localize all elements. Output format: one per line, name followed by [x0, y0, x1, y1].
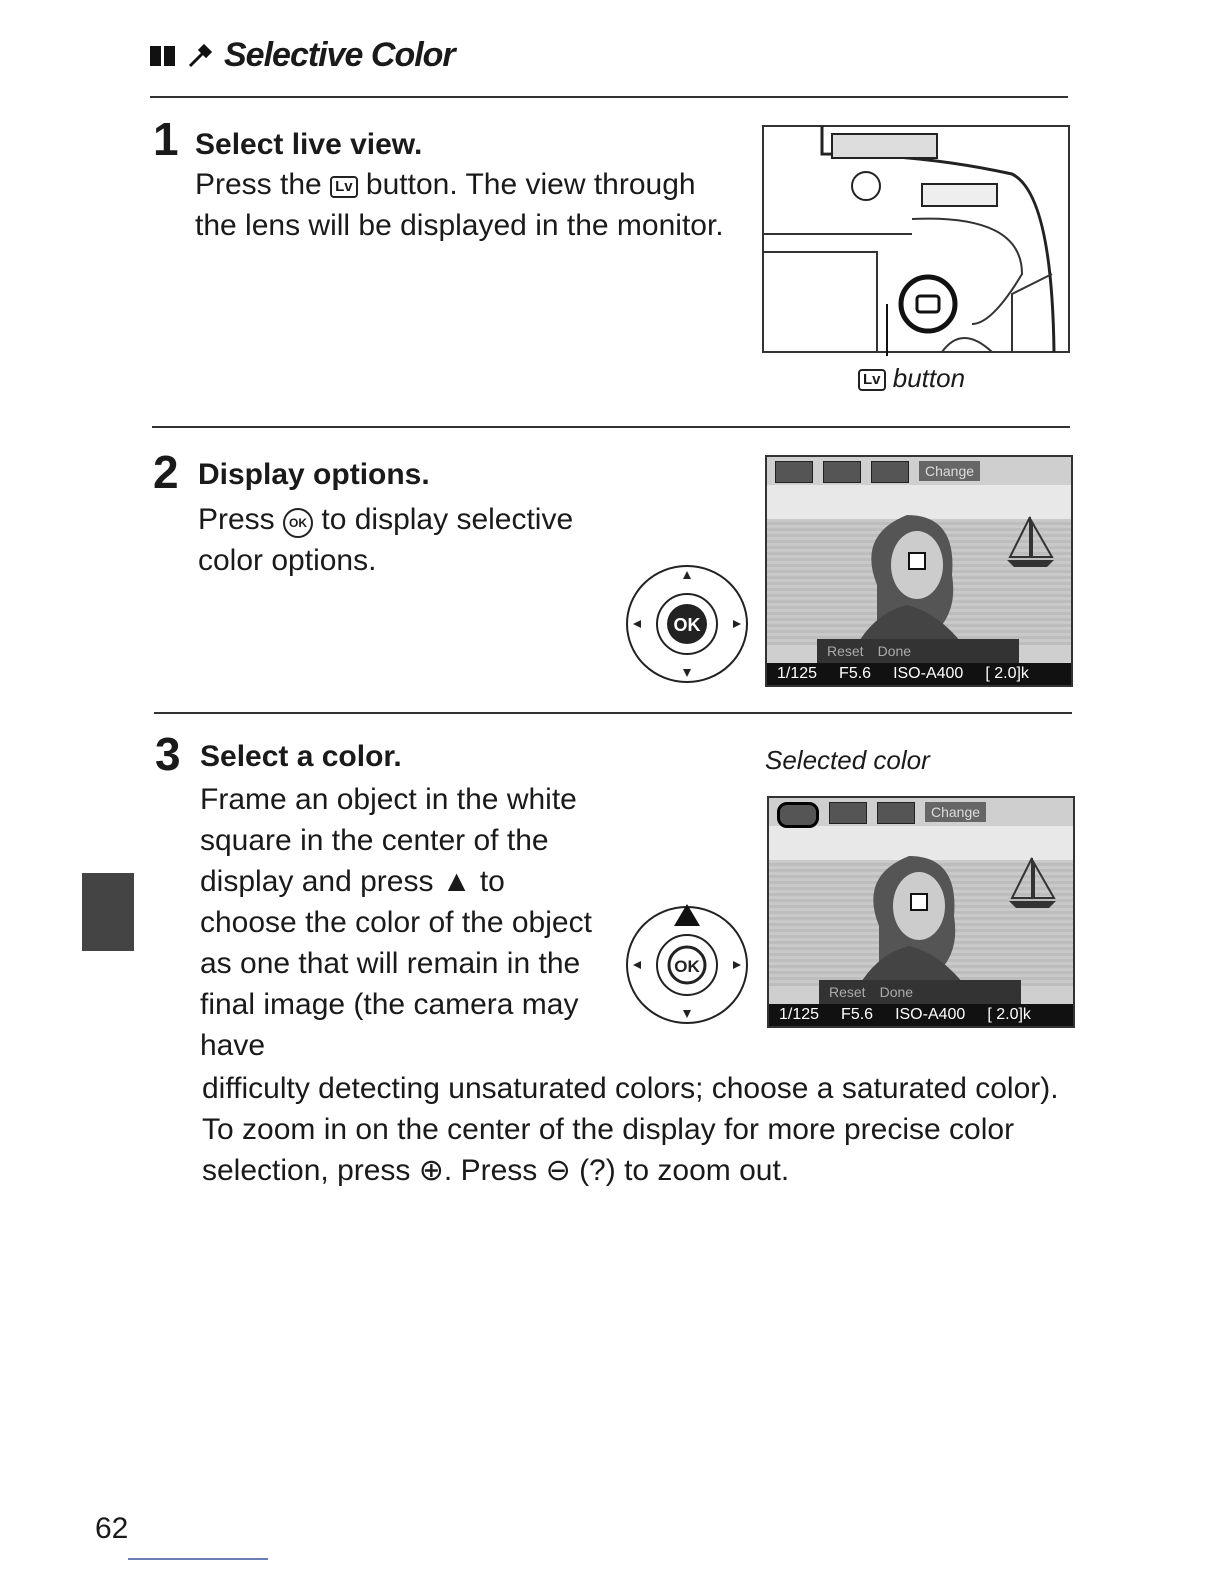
step-body-continued: difficulty detecting unsaturated colors; choose a saturated color). To zoom in on the center of the display for more precise color selection, press ⊕. Press ⊖ (?) to zoom out. — [202, 1072, 1059, 1187]
status-bar: 1/125 F5.6 ISO-A400 [ 2.0]k — [767, 663, 1071, 685]
live-view-screen — [765, 455, 1073, 687]
multi-selector-illustration — [624, 904, 750, 1026]
step-body: Frame an object in the white square in the center of the display and press ▲ to choose the color of the object as one that will remain in the final image (the camera may have — [200, 783, 592, 1062]
divider — [150, 96, 1068, 98]
option-menu — [819, 980, 1021, 1004]
status-bar: 1/125 F5.6 ISO-A400 [ 2.0]k — [769, 1004, 1073, 1026]
chapter-tab — [82, 873, 134, 951]
step-heading: Select live view. — [195, 128, 423, 161]
section-marker-icon — [150, 43, 176, 69]
footer-rule — [128, 1558, 268, 1560]
page-number: 62 — [95, 1512, 129, 1545]
step-heading: Select a color. — [200, 740, 402, 773]
change-label: Change — [919, 461, 980, 481]
divider — [152, 426, 1070, 428]
divider — [154, 712, 1072, 714]
eyedropper-icon — [186, 42, 214, 70]
figure-caption: Selected color — [765, 745, 930, 775]
camera-back-illustration — [762, 124, 1072, 356]
live-view-screen — [767, 796, 1075, 1028]
ok-button-icon: OK — [283, 508, 313, 538]
color-slot — [871, 461, 909, 483]
sailboat — [1004, 853, 1059, 913]
figure-caption: Lv button — [858, 363, 965, 394]
step-body: Press the Lv button. The view through the lens will be displayed in the monitor. — [195, 168, 724, 242]
step-number: 1 — [153, 113, 179, 165]
selected-color-slot — [777, 802, 819, 828]
lv-button-icon: Lv — [858, 369, 886, 391]
step-number: 2 — [153, 446, 179, 498]
multi-selector-illustration — [624, 563, 750, 685]
color-slot — [877, 802, 915, 824]
color-slot — [775, 461, 813, 483]
step-heading: Display options. — [198, 458, 430, 491]
reset-label: Reset — [829, 984, 866, 1000]
section-title — [150, 36, 455, 75]
sailboat — [1002, 512, 1057, 572]
done-label: Done — [877, 643, 912, 659]
color-slot — [829, 802, 867, 824]
ok-label: OK — [674, 957, 700, 976]
change-label: Change — [925, 802, 986, 822]
done-label: Done — [879, 984, 914, 1000]
color-slot — [823, 461, 861, 483]
reset-label: Reset — [827, 643, 864, 659]
ok-label: OK — [673, 615, 701, 635]
step-body: Press OK to display selective color options. — [198, 503, 574, 577]
lv-button-icon: Lv — [330, 176, 358, 198]
section-title-text: Selective Color — [224, 36, 455, 74]
option-menu — [817, 639, 1019, 663]
step-number: 3 — [155, 728, 181, 780]
